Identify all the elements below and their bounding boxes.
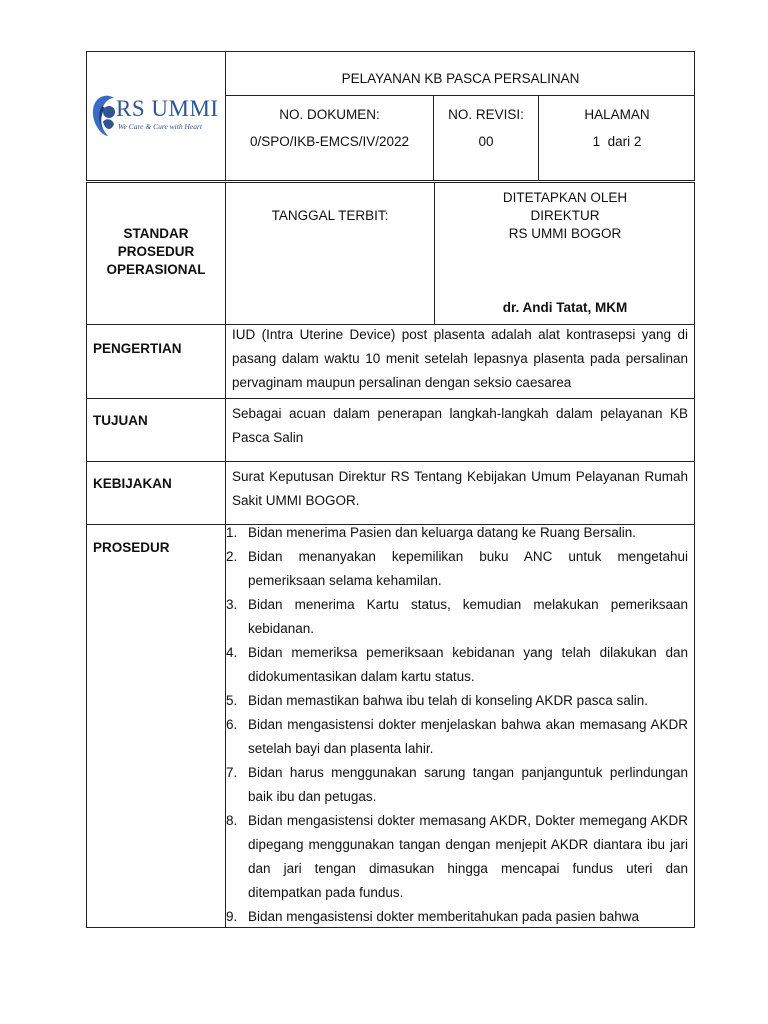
- prosedur-step: [226, 761, 688, 809]
- pengertian-text: IUD (Intra Uterine Device) post plasenta adalah alat kontrasepsi yang di pasang dalam waktu 10 menit setelah lepasnya plasenta pada persalinan pervaginam maupun persalinan dengan seksio caesarea: [232, 327, 688, 390]
- hospital-logo: [90, 92, 222, 140]
- issue-date-label: TANGGAL TERBIT:: [271, 208, 389, 223]
- prosedur-label: PROSEDUR: [93, 540, 170, 555]
- step-text: Bidan menerima Kartu status, kemudian melakukan pemeriksaan kebidanan.: [248, 597, 688, 636]
- step-number: 8.: [226, 813, 238, 828]
- step-text: Bidan menanyakan kepemilikan buku ANC untuk mengetahui pemeriksaan selama kehamilan.: [248, 549, 688, 588]
- approval-line1: DITETAPKAN OLEH: [502, 190, 628, 205]
- doc-number-value: 0/SPO/IKB-EMCS/IV/2022: [249, 134, 410, 149]
- logo-brand-text: RS UMMI: [116, 96, 219, 121]
- step-number: 6.: [226, 717, 238, 732]
- step-text: Bidan mengasistensi dokter memasang AKDR, Dokter memegang AKDR dipegang menggunakan tangan dengan menjepit AKDR diantara ibu jari dan jari tengan dimasukan hingga mencapai fundus uteri dan ditempatkan pada fundus.: [248, 813, 688, 900]
- prosedur-step: [226, 689, 688, 713]
- step-number: 7.: [226, 765, 238, 780]
- step-number: 3.: [226, 597, 238, 612]
- approval-block: [435, 189, 695, 243]
- step-text: Bidan mengasistensi dokter memberitahukan pada pasien bahwa: [248, 909, 639, 924]
- row-divider-kebijakan: [86, 461, 695, 462]
- prosedur-step: [226, 593, 688, 641]
- step-number: 9.: [226, 909, 238, 924]
- tujuan-label: TUJUAN: [93, 413, 148, 428]
- step-text: Bidan memastikan bahwa ibu telah di konseling AKDR pasca salin.: [248, 693, 648, 708]
- step-number: 2.: [226, 549, 238, 564]
- kebijakan-text: Surat Keputusan Direktur RS Tentang Kebijakan Umum Pelayanan Rumah Sakit UMMI BOGOR.: [232, 469, 688, 508]
- step-number: 5.: [226, 693, 238, 708]
- sop-label-line3: OPERASIONAL: [106, 262, 206, 277]
- prosedur-steps: [226, 521, 688, 929]
- header-divider-title: [225, 95, 695, 96]
- prosedur-step: [226, 641, 688, 689]
- step-text: Bidan mengasistensi dokter menjelaskan bahwa akan memasang AKDR setelah bayi dan plasenta lahir.: [248, 717, 688, 756]
- doc-number-label: NO. DOKUMEN:: [279, 107, 380, 122]
- sop-label: [87, 225, 225, 279]
- sop-label-line1: STANDAR: [123, 226, 189, 241]
- pengertian-label: PENGERTIAN: [93, 341, 182, 356]
- step-text: Bidan harus menggunakan sarung tangan panjanguntuk perlindungan baik ibu dan petugas.: [248, 765, 688, 804]
- row-divider-tujuan: [86, 398, 695, 399]
- step-text: Bidan menerima Pasien dan keluarga datang ke Ruang Bersalin.: [248, 525, 636, 540]
- page-label: HALAMAN: [584, 107, 650, 122]
- document-title: PELAYANAN KB PASCA PERSALINAN: [341, 71, 580, 86]
- step-text: Bidan memeriksa pemeriksaan kebidanan yang telah dilakukan dan didokumentasikan dalam kartu status.: [248, 645, 688, 684]
- director-name: dr. Andi Tatat, MKM: [502, 300, 628, 315]
- logo-tagline-text: We Care & Cure with Heart: [118, 122, 202, 131]
- page-value: 1 dari 2: [592, 134, 642, 149]
- revision-label: NO. REVISI:: [448, 107, 524, 122]
- approval-line3: RS UMMI BOGOR: [508, 226, 622, 241]
- sop-label-line2: PROSEDUR: [117, 244, 195, 259]
- step-number: 4.: [226, 645, 238, 660]
- kebijakan-label: KEBIJAKAN: [93, 476, 172, 491]
- prosedur-step: [226, 905, 688, 929]
- revision-value: 00: [478, 134, 494, 149]
- step-number: 1.: [226, 525, 238, 540]
- prosedur-step: [226, 713, 688, 761]
- tujuan-text: Sebagai acuan dalam penerapan langkah-langkah dalam pelayanan KB Pasca Salin: [232, 406, 688, 445]
- prosedur-step: [226, 809, 688, 905]
- prosedur-step: [226, 545, 688, 593]
- approval-line2: DIREKTUR: [530, 208, 600, 223]
- prosedur-step: [226, 521, 688, 545]
